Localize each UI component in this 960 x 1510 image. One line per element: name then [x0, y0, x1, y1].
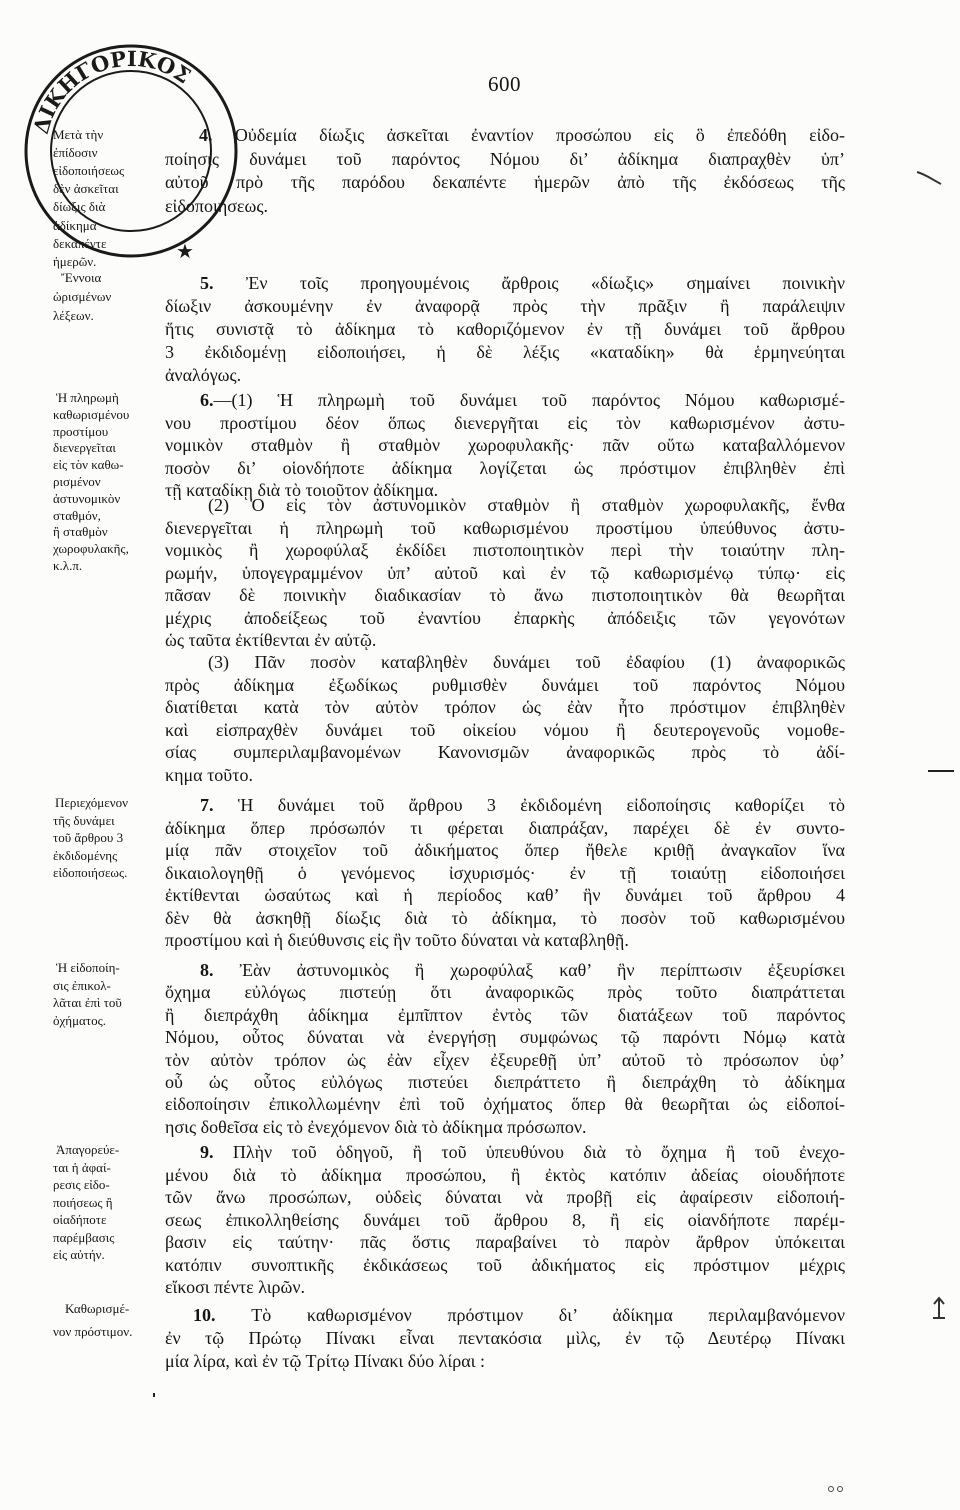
line-content [199, 123, 845, 147]
margin-note-text: ἐπίδοσιν [53, 145, 98, 161]
line-content [165, 516, 845, 540]
line-text: Τὸ καθωρισμένον πρόστιμον δι’ ἀδίκημα περιλαμβανόμενον [251, 1305, 845, 1325]
paragraph-first-line [208, 650, 845, 674]
line-text: τὸν αὐτὸν τρόπον ὡς ἐὰν εἶχεν ἐξευρεθῇ ὑπ’ αὐτοῦ τὸ πρόσωπον ὑφ’ [165, 1049, 845, 1070]
line-content [165, 673, 845, 697]
line-content [165, 1275, 305, 1299]
stamp-text: ΔΙΚΗΓΟΡΙΚΟΣ [27, 45, 196, 137]
margin-note-line [53, 162, 159, 180]
margin-note-text: καθωρισμένου [53, 406, 130, 422]
section-number: 4. [199, 125, 235, 145]
line-content [200, 1140, 845, 1164]
margin-note-line [53, 253, 159, 271]
line-text: ἥτις συνιστᾷ τὸ ἀδίκημα τὸ καθοριζόμενον ἐν τῇ δυνάμει τοῦ ἄρθρου [165, 319, 845, 339]
margin-note-text: νον πρόστιμον. [53, 1324, 133, 1339]
paragraph-first-line [200, 271, 845, 295]
margin-note-line [53, 288, 159, 306]
margin-note-line [53, 439, 159, 457]
line-content [208, 650, 845, 674]
margin-note-line [53, 557, 159, 575]
margin-note-line [53, 507, 159, 525]
line-content [165, 718, 845, 742]
margin-note-text: δὲν ἀσκεῖται [53, 181, 119, 197]
paragraph-line [165, 1185, 845, 1209]
line-text: δίωξιν ἀσκουμένην ἐν ἀναφορᾷ πρὸς τὴν πρᾶξιν ἢ παράλειψιν [165, 296, 845, 316]
line-content [165, 363, 241, 387]
paragraph-line [165, 1349, 845, 1373]
paragraph-line [165, 294, 845, 318]
line-content [165, 1115, 586, 1139]
line-content [165, 561, 845, 585]
margin-note-text: ἀδίκημα [53, 217, 97, 233]
margin-note-line [53, 864, 159, 882]
paragraph-line [165, 816, 845, 840]
line-text: αὐτοῦ πρὸ τῆς παρόδου δεκαπέντε ἡμερῶν ἀπὸ τῆς ἐκδόσεως τῆς [165, 172, 845, 193]
section-number: 5. [200, 273, 246, 293]
paragraph-line [165, 1115, 845, 1139]
paragraph-line [165, 1230, 845, 1254]
line-content [165, 906, 845, 930]
line-text: νου προστίμου δέον ὅπως διενεργῆται εἰς τὸν καθωρισμένον ἀστυ- [165, 412, 845, 433]
line-content [165, 606, 845, 630]
line-text: νομικὸν σταθμὸν ἢ σταθμὸν χωροφυλακῆς· πᾶν οὕτω καταβαλλόμενον [165, 435, 845, 455]
margin-note-line [53, 977, 159, 995]
margin-note-text: Περιεχόμενον [55, 795, 128, 810]
paragraph-line [165, 340, 845, 364]
line-content [200, 388, 845, 412]
line-text: ησις δοθεῖσα εἰς τὸ ἐνεχόμενον διὰ τὸ ἀδίκημα πρόσωπον. [165, 1116, 587, 1137]
line-text: ποσὸν δι’ οἱονδήποτε ἀδίκημα λογίζεται ὡς πρόστιμον ἐπιβληθὲν ἐπὶ [165, 457, 845, 478]
line-content [165, 1326, 845, 1350]
margin-note-text: Ἔννοια [61, 270, 102, 285]
line-text: ποίησις δυνάμει τοῦ παρόντος Νόμου δι’ ἀδίκημα διαπραχθὲν ὑπ’ [165, 148, 845, 169]
paragraph-line [165, 170, 845, 194]
paragraph-line [165, 861, 845, 885]
margin-note-line [53, 456, 159, 474]
paragraph-line [165, 538, 845, 562]
margin-note-text: λέξεων. [53, 308, 94, 323]
line-text: ρωμήν, ὑπογεγραμμένον ὑπ’ αὐτοῦ καὶ ἐν τῷ καθωρισμένῳ τύπῳ· εἰς [165, 562, 845, 583]
margin-note-text: λᾶται ἐπὶ τοῦ [53, 995, 122, 1011]
section-number: 8. [200, 960, 240, 980]
line-text: ἀδίκημα ὅπερ πρόσωπόν τι φέρεται διαπράξαν, παρέχει δὲ ἐν συντο- [165, 817, 845, 838]
margin-note-text: ἡμερῶν. [53, 253, 97, 269]
line-content [165, 194, 268, 218]
line-text: ἢ διεπράχθη ἀδίκημα ἐμπῖπτον ἐντὸς τῶν διατάξεων τοῦ παρόντος [165, 1004, 845, 1025]
line-text: Νόμου, οὗτος δύναται νὰ ἐνεργήσῃ συμφώνως τῷ παρόντι Νόμῳ κατὰ [165, 1027, 845, 1048]
margin-note-text: δεκαπέντε [53, 235, 107, 251]
margin-note-line [56, 1141, 159, 1159]
margin-note-line [53, 1012, 159, 1030]
paragraph-line [165, 1163, 845, 1187]
line-text: προστίμου καὶ ἡ διεύθυνσις εἰς ἣν τοῦτο δύναται νὰ καταβληθῇ. [165, 930, 629, 950]
paragraph-line [165, 1003, 845, 1027]
line-text: κημα τοῦτο. [165, 765, 253, 785]
margin-note-text: Ἡ πληρωμὴ [56, 390, 119, 405]
margin-note-text: σις ἐπικολ- [53, 977, 111, 993]
line-content [165, 170, 845, 194]
line-content [165, 695, 845, 719]
line-content [165, 1185, 845, 1209]
margin-note-line [53, 126, 159, 144]
line-content [200, 958, 845, 982]
line-content [165, 861, 845, 885]
line-text: ἐν τῷ Πρώτῳ Πίνακι εἶναι πεντακόσια μὶλς, ἐν τῷ Δευτέρῳ Πίνακι [165, 1328, 845, 1348]
paragraph-first-line [200, 793, 845, 817]
paragraph-first-line [200, 1140, 845, 1164]
margin-note-line [53, 1211, 159, 1229]
line-content [193, 1303, 845, 1327]
margin-note-text: δίωξις διὰ [53, 199, 106, 215]
margin-note-line [53, 423, 159, 441]
paragraph-line [165, 673, 845, 697]
paragraph-line [165, 763, 845, 787]
line-content [165, 147, 845, 171]
line-text: τῶν ἄνω προσώπων, οὐδεὶς δύναται νὰ προβῇ εἰς ἀφαίρεσιν εἰδοποιή- [165, 1187, 845, 1207]
stamp-star-icon: ★ [176, 239, 194, 263]
margin-note-line [53, 1194, 159, 1212]
margin-note-text: εἰς τὸν καθω- [53, 457, 124, 473]
margin-note-line [53, 473, 159, 491]
line-content [208, 493, 845, 517]
margin-note-text: σταθμόν, [53, 507, 101, 523]
line-content [165, 456, 845, 480]
line-content [165, 740, 845, 764]
line-text: καὶ εἰσπραχθὲν δυνάμει τοῦ οἰκείου νόμου ἢ δευτερογενοῦς νομοθε- [165, 719, 845, 740]
paragraph-line [165, 1253, 845, 1277]
line-content [165, 1253, 845, 1277]
margin-note-line [53, 829, 159, 847]
line-text: 3 ἐκδιδομένῃ εἰδοποιήσει, ἡ δὲ λέξις «καταδίκη» θὰ ἑρμηνεύηται [165, 342, 845, 362]
line-text: —(1) Ἡ πληρωμὴ τοῦ δυνάμει τοῦ παρόντος Νόμου καθωρισμέ- [213, 390, 845, 410]
line-text: βασιν εἰς ταύτην· πᾶς ὅστις παραβαίνει τὸ παρὸν ἄρθρον ὑπόκειται [165, 1232, 845, 1252]
line-content [165, 816, 845, 840]
margin-note-line [53, 406, 159, 424]
paragraph-first-line [200, 958, 845, 982]
margin-note-text: εἰς αὐτήν. [53, 1247, 105, 1262]
margin-note-text: κ.λ.π. [53, 558, 83, 573]
paragraph-first-line [208, 493, 845, 517]
margin-note-line [53, 523, 159, 541]
line-text: ἐκτίθενται ὡσαύτως καὶ ἡ περίοδος καθ’ ἣν δυνάμει τοῦ ἄρθρου 4 [165, 885, 845, 905]
line-text: σίας συμπεριλαμβανομένων Κανονισμῶν ἀναφορικῶς πρὸς τὸ ἀδί- [165, 742, 845, 763]
line-content [165, 411, 845, 435]
line-text: (3) Πᾶν ποσὸν καταβληθὲν δυνάμει τοῦ ἐδαφίου (1) ἀναφορικῶς [208, 652, 845, 672]
margin-note-text: Μετὰ τὴν [53, 127, 104, 142]
paragraph-line [165, 838, 845, 862]
paragraph-line [165, 433, 845, 457]
margin-note-text: χωροφυλακῆς, [53, 541, 129, 557]
margin-note-text: ἐκδιδομένης [53, 847, 118, 863]
paragraph-line [165, 1025, 845, 1049]
paragraph-line [165, 317, 845, 341]
line-text: εἴκοσι πέντε λιρῶν. [165, 1277, 306, 1297]
scan-mark [153, 1393, 155, 1397]
line-content [165, 1048, 845, 1072]
paragraph-line [165, 583, 845, 607]
margin-note-text: ται ἡ ἀφαί- [53, 1159, 111, 1175]
paragraph-line [165, 194, 845, 218]
line-content [165, 628, 376, 652]
line-content [165, 1230, 845, 1254]
paragraph-line [165, 1048, 845, 1072]
paragraph-line [165, 980, 845, 1004]
paragraph-line [165, 456, 845, 480]
margin-note-line [56, 959, 159, 977]
line-content [165, 1003, 845, 1027]
section-number: 10. [193, 1305, 252, 1325]
stamp-lettering [28, 46, 195, 137]
line-text: ὄχημα εὐλόγως πιστεύῃ ὅτι ἀναφορικῶς πρὸς τοῦτο διαπράττεται [165, 982, 845, 1003]
paragraph-line [165, 740, 845, 764]
margin-note-text: παρέμβασις [53, 1229, 115, 1245]
margin-note-line [53, 994, 159, 1012]
line-text: μένου διὰ τὸ ἀδίκημα προσώπου, ἢ ἐκτὸς κατόπιν ἀδείας οἱουδήποτε [165, 1164, 845, 1185]
line-text: ὡς ταῦτα ἐκτίθενται ἐν αὐτῷ. [165, 630, 377, 650]
margin-note-line [53, 217, 159, 235]
margin-note-text: διενεργεῖται [53, 440, 116, 456]
paragraph-line [165, 363, 845, 387]
line-text: πᾶσαν δὲ ποινικὴν διαδικασίαν τὸ ἄνω πιστοποιητικὸν θὰ θεωρῆται [165, 585, 845, 605]
line-text: πρὸς ἀδίκημα ἐξωδίκως ρυθμισθὲν δυνάμει τοῦ παρόντος Νόμου [165, 674, 845, 695]
line-text: Ἐν τοῖς προηγουμένοις ἄρθροις «δίωξις» σημαίνει ποινικὴν [245, 273, 845, 293]
margin-note-line [53, 1229, 159, 1247]
line-text: τῇ καταδίκῃ διὰ τὸ τοιοῦτον ἀδίκημα. [165, 480, 439, 500]
section-number: 6. [200, 390, 214, 410]
section-number: 9. [200, 1142, 233, 1162]
margin-note-text: ἀστυνομικὸν [53, 490, 121, 506]
margin-note-line [65, 1300, 159, 1318]
paragraph-line [165, 906, 845, 930]
margin-note-text: οἱαδήποτε [53, 1212, 107, 1227]
margin-note-text: ὡρισμένων [53, 289, 112, 304]
page-number: 600 [488, 72, 521, 96]
line-text: μία λίρα, καὶ ἐν τῷ Τρίτῳ Πίνακι δύο λίραι : [165, 1351, 485, 1371]
line-text: σεως ἐπικολληθείσης δυνάμει τοῦ ἄρθρου 8, ἢ εἰς οἱανδήποτε παρέμ- [165, 1209, 845, 1230]
margin-note-line [53, 307, 159, 325]
margin-note-line [53, 1159, 159, 1177]
paragraph-line [165, 147, 845, 171]
margin-note-text: ἢ σταθμὸν [53, 524, 108, 540]
line-text: διενεργεῖται ἡ πληρωμὴ τοῦ καθωρισμένου προστίμου ὑπεύθυνος ἀστυ- [165, 517, 845, 538]
line-text: Ἡ δυνάμει τοῦ ἄρθρου 3 ἐκδιδομένη εἰδοποίησις καθορίζει τὸ [237, 795, 845, 815]
paragraph-first-line [193, 1303, 845, 1327]
line-content [165, 583, 845, 607]
paragraph-first-line [199, 123, 845, 147]
line-text: εἰδοποίησιν ἐπικολλωμένην ἐπὶ τοῦ ὀχήματος ὅπερ θὰ θεωρῆται ὡς εἰδοποί- [165, 1094, 845, 1115]
margin-note-line [53, 1176, 159, 1194]
margin-note-line [56, 389, 159, 407]
margin-note-text: ρεσις εἰδο- [53, 1177, 110, 1192]
paragraph-first-line [200, 388, 845, 412]
margin-note-text: Ἀπαγορεύε- [56, 1142, 120, 1157]
line-text: Οὐδεμία δίωξις ἀσκεῖται ἐναντίον προσώπου εἰς ὃ ἐπεδόθη εἰδο- [234, 125, 845, 145]
line-content [165, 1025, 845, 1049]
line-text: Ἐὰν ἀστυνομικὸς ἢ χωροφύλαξ καθ’ ἣν περίπτωσιν ἐξευρίσκει [239, 960, 845, 980]
line-content [200, 271, 845, 295]
margin-note-line [53, 1323, 159, 1341]
margin-note-line [53, 847, 159, 865]
line-content [165, 538, 845, 562]
line-text: κατόπιν συνοπτικῆς ἐκδικάσεως τοῦ ἀδικήματος εἰς πρόστιμον μέχρις [165, 1254, 845, 1275]
line-text: (2) Ὁ εἰς τὸν ἀστυνομικὸν σταθμὸν ἢ σταθμὸν χωροφυλακῆς, ἔνθα [208, 495, 845, 515]
line-content [200, 793, 845, 817]
margin-note-text: Καθωρισμέ- [65, 1301, 130, 1316]
line-text: διατίθεται κατὰ τὸν αὐτὸν τρόπον ὡς ἐὰν ἦτο πρόστιμον ἐπιβληθὲν [165, 697, 845, 718]
margin-note-line [53, 144, 159, 162]
line-content [165, 763, 253, 787]
line-content [165, 317, 845, 341]
paragraph-line [165, 516, 845, 540]
margin-note-line [53, 198, 159, 216]
margin-note-line [55, 794, 159, 812]
paragraph-line [165, 695, 845, 719]
line-text: Πλὴν τοῦ ὁδηγοῦ, ἢ τοῦ ὑπευθύνου διὰ τὸ ὄχημα ἢ τοῦ ἐνεχο- [232, 1142, 845, 1162]
line-content [165, 980, 845, 1004]
scan-mark [915, 168, 945, 188]
line-content [165, 1092, 845, 1116]
margin-note-text: ρισμένον [53, 474, 101, 489]
margin-note-line [53, 540, 159, 558]
margin-note-line [53, 490, 159, 508]
line-content [165, 1349, 485, 1373]
scan-mark [928, 770, 954, 772]
paragraph-line [165, 561, 845, 585]
paragraph-line [165, 628, 845, 652]
line-content [165, 1070, 845, 1094]
line-text: ἀναλόγως. [165, 365, 242, 385]
line-text: εἰδοποιήσεως. [165, 195, 268, 216]
paragraph-line [165, 718, 845, 742]
line-content [165, 1163, 845, 1187]
margin-note-text: προστίμου [53, 423, 109, 439]
margin-note-line [53, 1246, 159, 1264]
paragraph-line [165, 1326, 845, 1350]
margin-note-text: ποιήσεως ἢ [53, 1194, 113, 1210]
scan-mark [826, 1484, 848, 1494]
margin-note-text: εἰδοποιήσεως. [53, 865, 128, 880]
paragraph-line [165, 1070, 845, 1094]
line-content [165, 928, 629, 952]
line-content [165, 1208, 845, 1232]
margin-note-line [53, 180, 159, 198]
margin-note-text: ὀχήματος. [53, 1012, 106, 1028]
section-number: 7. [200, 795, 238, 815]
margin-note-text: εἰδοποιήσεως [53, 163, 125, 179]
margin-note-text: τῆς δυνάμει [53, 812, 115, 828]
line-text: μίᾳ πᾶν στοιχεῖον τοῦ ἀδικήματος ὅπερ ἤθελε κριθῇ ἀναγκαῖον ἵνα [165, 840, 845, 860]
margin-note-line [53, 235, 159, 253]
paragraph-line [165, 1275, 845, 1299]
line-text: μέχρις ἀποδείξεως τοῦ ἐναντίου ἐπαρκὴς ἀπόδειξις τῶν γεγονότων [165, 607, 845, 628]
paragraph-line [165, 1208, 845, 1232]
margin-note-line [61, 269, 159, 287]
scan-mark [930, 1296, 948, 1322]
paragraph-line [165, 1092, 845, 1116]
line-content [165, 838, 845, 862]
line-text: οὗ ὡς οὗτος εὐλόγως πιστεύει διεπράττετο ἢ διεπράχθη τὸ ἀδίκημα [165, 1072, 845, 1092]
line-content [165, 340, 845, 364]
margin-note-text: Ἡ εἰδοποίη- [56, 960, 120, 975]
paragraph-line [165, 928, 845, 952]
paragraph-line [165, 883, 845, 907]
line-content [165, 294, 845, 318]
line-content [165, 433, 845, 457]
line-content [165, 883, 845, 907]
margin-note-text: τοῦ ἄρθρου 3 [53, 830, 124, 845]
line-text: νομικὸς ἢ χωροφύλαξ ἐκδίδει πιστοποιητικὸν περὶ τὴν τοιαύτην πλη- [165, 540, 845, 560]
line-text: δικαιολογηθῇ ὁ γενόμενος ἰσχυρισμός· ἐν τῇ τοιαύτῃ εἰδοποιήσει [165, 862, 845, 883]
line-text: δὲν θὰ ἀσκηθῇ δίωξις διὰ τὸ ἀδίκημα, τὸ ποσὸν τοῦ καθωρισμένου [165, 907, 845, 928]
paragraph-line [165, 606, 845, 630]
margin-note-line [53, 812, 159, 830]
paragraph-line [165, 411, 845, 435]
